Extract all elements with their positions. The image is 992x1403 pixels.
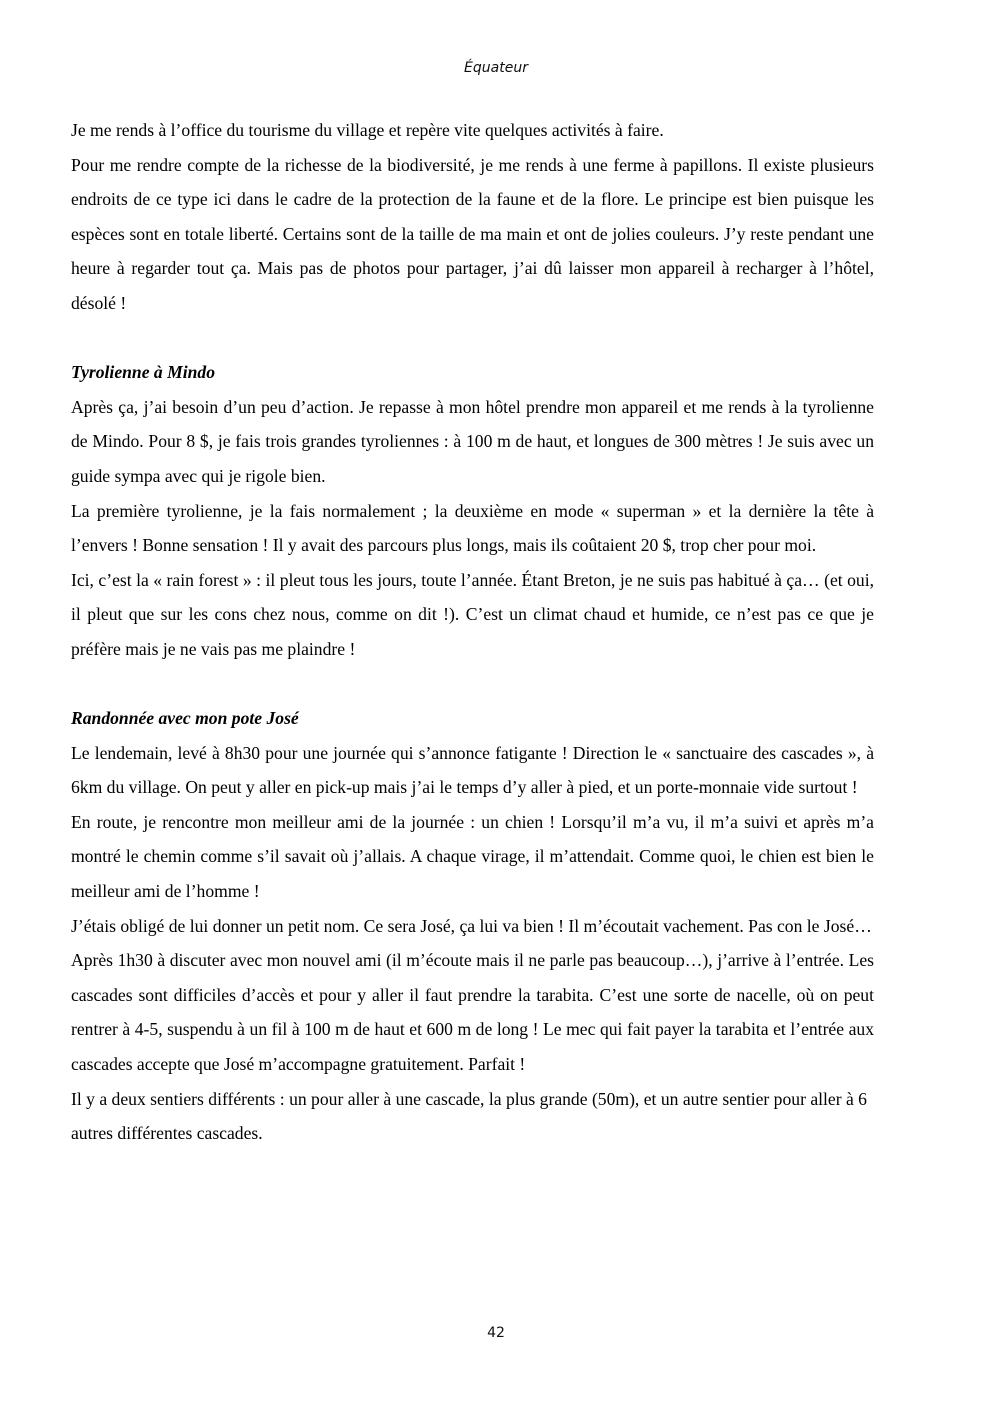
page-header: Équateur: [464, 60, 528, 76]
section-spacer: [71, 321, 874, 356]
page-number: 42: [487, 1325, 505, 1341]
paragraph: Après 1h30 à discuter avec mon nouvel ami (il m’écoute mais il ne parle pas beaucoup…), j’arrive à l’entrée. Les cascades sont difficiles d’accès et pour y aller il faut prendre la tarabita. C’est une sorte de nacelle, où on peut rentrer à 4-5, suspendu à un fil à 100 m de haut et 600 m de long ! Le mec qui fait payer la tarabita et l’entrée aux cascades accepte que José m’accompagne gratuitement. Parfait !: [71, 950, 874, 1075]
paragraph: Après ça, j’ai besoin d’un peu d’action. Je repasse à mon hôtel prendre mon appareil et me rends à la tyrolienne de Mindo. Pour 8 $, je fais trois grandes tyroliennes : à 100 m de haut, et longues de 300 mètres ! Je suis avec un guide sympa avec qui je rigole bien.: [71, 396, 874, 486]
paragraph: Ici, c’est la « rain forest » : il pleut tous les jours, toute l’année. Étant Breton, je ne suis pas habitué à ça… (et oui, il pleut que sur les cons chez nous, comme on dit !). C’est un climat chaud et humide, ce n’est pas ce que je préfère mais je ne vais pas me plaindre !: [71, 569, 874, 659]
page-body: [71, 113, 874, 1151]
paragraph: Le lendemain, levé à 8h30 pour une journée qui s’annonce fatigante ! Direction le « sanctuaire des cascades », à 6km du village. On peut y aller en pick-up mais j’ai le temps d’y aller à pied, et un porte-monnaie vide surtout !: [71, 742, 874, 798]
paragraph: J’étais obligé de lui donner un petit nom. Ce sera José, ça lui va bien ! Il m’écoutait vachement. Pas con le José…: [71, 915, 872, 936]
section-spacer: [71, 667, 874, 702]
paragraph: En route, je rencontre mon meilleur ami de la journée : un chien ! Lorsqu’il m’a vu, il m’a suivi et après m’a montré le chemin comme s’il savait où j’allais. A chaque virage, il m’attendait. Comme quoi, le chien est bien le meilleur ami de l’homme !: [71, 811, 874, 902]
paragraph: La première tyrolienne, je la fais normalement ; la deuxième en mode « superman » et la dernière la tête à l’envers ! Bonne sensation ! Il y avait des parcours plus longs, mais ils coûtaient 20 $, trop cher pour moi.: [71, 500, 874, 556]
section-heading-tyrolienne: Tyrolienne à Mindo: [71, 362, 216, 383]
section-heading-randonnee: Randonnée avec mon pote José: [71, 708, 299, 729]
paragraph: Je me rends à l’office du tourisme du village et repère vite quelques activités à faire.: [71, 120, 664, 140]
paragraph: Il y a deux sentiers différents : un pour aller à une cascade, la plus grande (50m), et un autre sentier pour aller à 6 autres différentes cascades.: [71, 1088, 867, 1144]
paragraph: Pour me rendre compte de la richesse de la biodiversité, je me rends à une ferme à papillons. Il existe plusieurs endroits de ce type ici dans le cadre de la protection de la faune et de la flore. Le principe est bien puisque les espèces sont en totale liberté. Certains sont de la taille de ma main et ont de jolies couleurs. J’y reste pendant une heure à regarder tout ça. Mais pas de photos pour partager, j’ai dû laisser mon appareil à recharger à l’hôtel, désolé !: [71, 154, 874, 313]
